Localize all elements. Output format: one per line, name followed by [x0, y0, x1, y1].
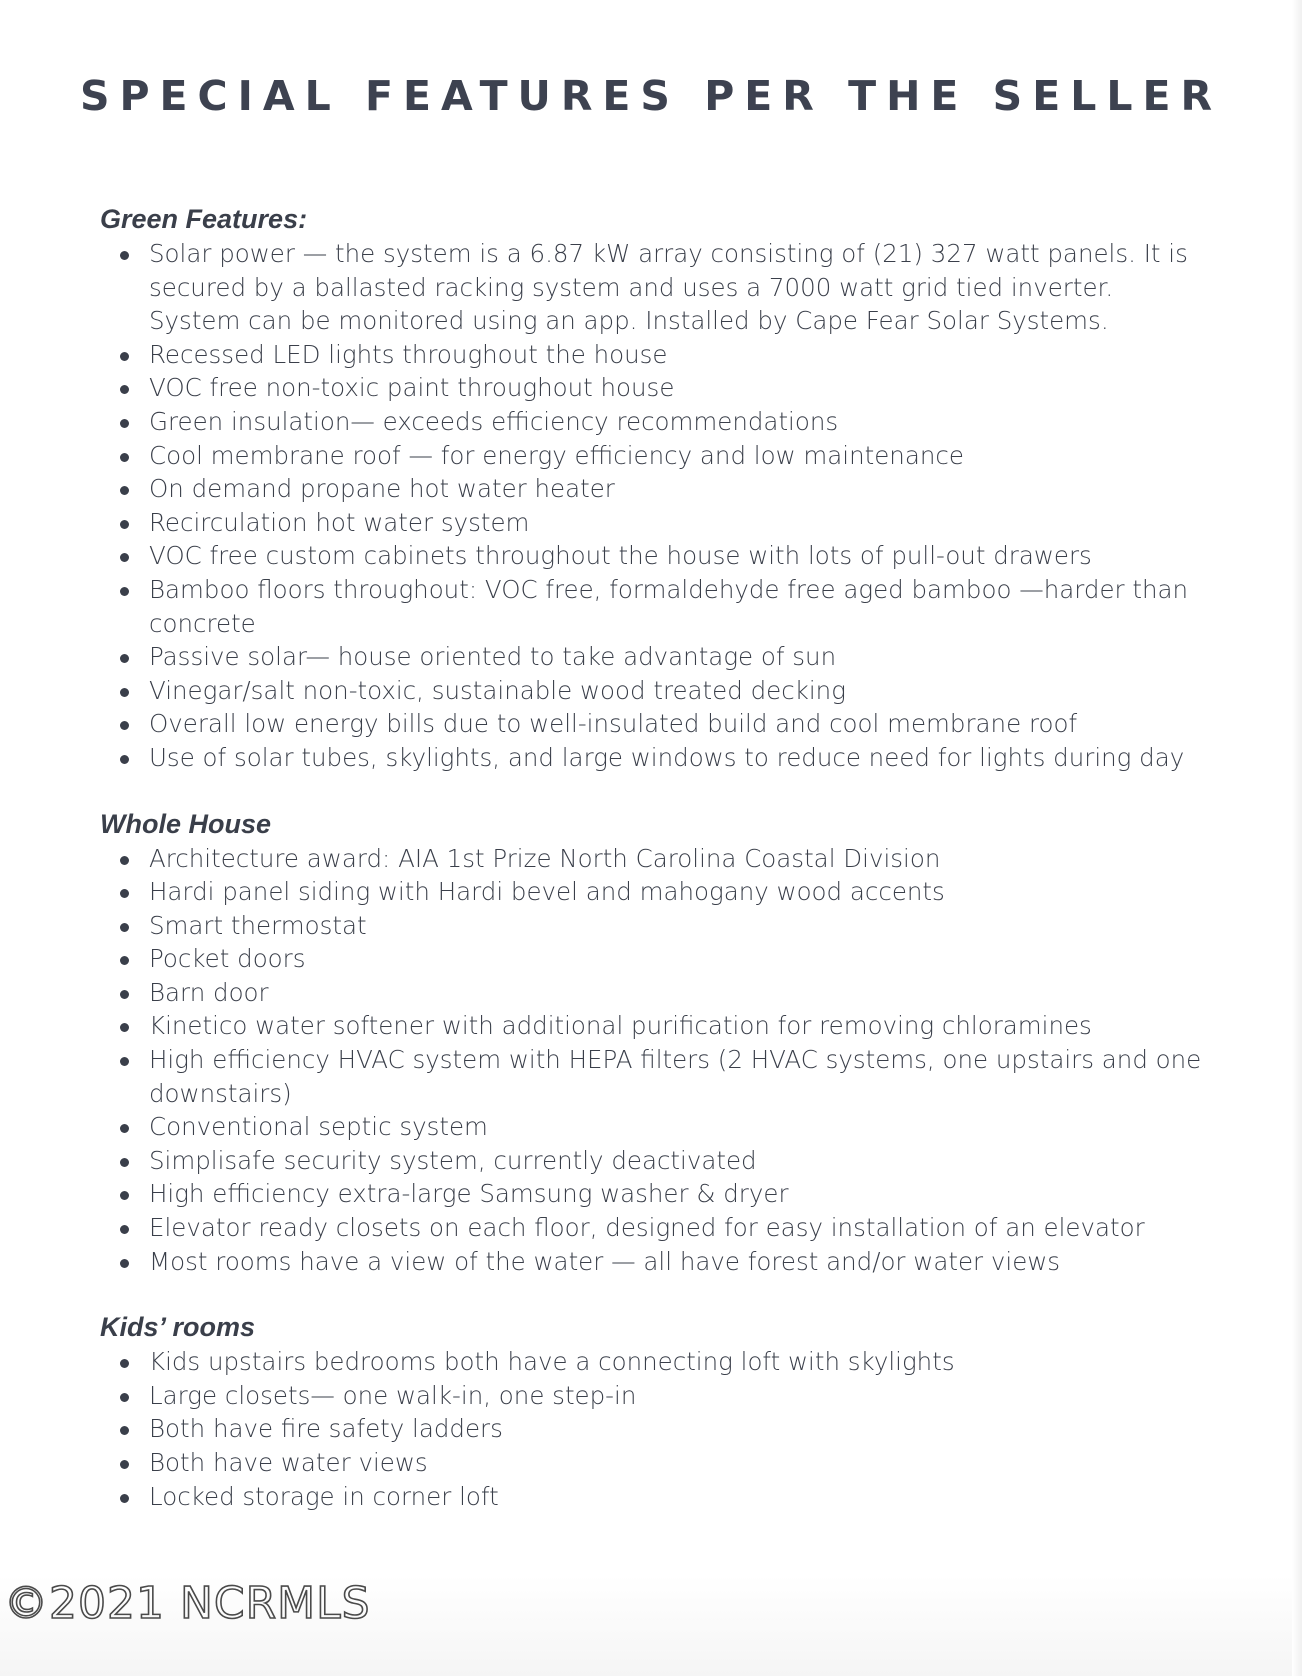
list-item-text: VOC free custom cabinets throughout the house with lots of pull-out drawers — [149, 541, 1092, 571]
bullet-icon — [120, 1460, 129, 1469]
bullet-icon — [120, 352, 129, 361]
list-item — [100, 405, 1210, 439]
section-green-features — [100, 203, 1210, 775]
list-item — [100, 1211, 1210, 1245]
bullet-icon — [120, 553, 129, 562]
list-item — [100, 1009, 1210, 1043]
list-item — [100, 371, 1210, 405]
list-item-text: Vinegar/salt non-toxic, sustainable wood treated decking — [149, 675, 846, 705]
section-heading: Kids’ rooms — [100, 1312, 256, 1343]
list-item — [100, 338, 1210, 372]
bullet-icon — [120, 1158, 129, 1167]
bullet-icon — [120, 251, 129, 260]
bullet-icon — [120, 654, 129, 663]
section-heading: Green Features: — [100, 204, 308, 234]
list-item — [100, 1345, 1210, 1379]
list-item — [100, 707, 1210, 741]
bullet-icon — [120, 923, 129, 932]
list-item-text: Hardi panel siding with Hardi bevel and mahogany wood accents — [149, 877, 945, 907]
list-item — [100, 1446, 1210, 1480]
bullet-icon — [120, 1259, 129, 1268]
feature-list — [100, 1345, 1210, 1513]
bullet-icon — [120, 486, 129, 495]
list-item — [100, 573, 1210, 640]
list-item-text: Simplisafe security system, currently deactivated — [149, 1145, 757, 1175]
page-title: SPECIAL FEATURES PER THE SELLER — [79, 72, 1223, 120]
list-item-text: On demand propane hot water heater — [149, 474, 615, 504]
list-item-text: Pocket doors — [149, 944, 306, 974]
list-item — [100, 1144, 1210, 1178]
list-item — [100, 875, 1210, 909]
list-item-text: Passive solar— house oriented to take advantage of sun — [149, 642, 837, 672]
bullet-icon — [120, 587, 129, 596]
bullet-icon — [120, 419, 129, 428]
list-item — [100, 909, 1210, 943]
list-item — [100, 1412, 1210, 1446]
bullet-icon — [120, 755, 129, 764]
list-item-text: Cool membrane roof — for energy efficiency and low maintenance — [149, 440, 964, 470]
bullet-icon — [120, 1124, 129, 1133]
list-item — [100, 942, 1210, 976]
list-item — [100, 976, 1210, 1010]
list-item — [100, 506, 1210, 540]
bullet-icon — [120, 1359, 129, 1368]
list-item — [100, 1245, 1210, 1279]
section-kids-rooms — [100, 1311, 1210, 1513]
bullet-icon — [120, 990, 129, 999]
list-item — [100, 674, 1210, 708]
list-item-text: Overall low energy bills due to well-insulated build and cool membrane roof — [149, 709, 1078, 739]
list-item-text: Elevator ready closets on each floor, designed for easy installation of an elevator — [149, 1213, 1145, 1243]
bullet-icon — [120, 1393, 129, 1402]
feature-list — [100, 842, 1210, 1279]
list-item-text: Bamboo floors throughout: VOC free, formaldehyde free aged bamboo —harder than concrete — [149, 574, 1189, 638]
list-item-text: Locked storage in corner loft — [149, 1481, 499, 1511]
bullet-icon — [120, 453, 129, 462]
list-item — [100, 1110, 1210, 1144]
page-edge-shadow — [1292, 0, 1302, 1676]
list-item-text: Kinetico water softener with additional purification for removing chloramines — [149, 1011, 1092, 1041]
list-item-text: High efficiency HVAC system with HEPA filters (2 HVAC systems, one upstairs and one downstairs) — [149, 1045, 1202, 1108]
list-item — [100, 842, 1210, 876]
bullet-icon — [120, 1023, 129, 1032]
list-item — [100, 539, 1210, 573]
list-item — [100, 237, 1210, 338]
copyright-watermark: ©2021 NCRMLS — [4, 1578, 371, 1629]
list-item-text: Architecture award: AIA 1st Prize North Carolina Coastal Division — [149, 843, 941, 873]
list-item — [100, 472, 1210, 506]
list-item — [100, 640, 1210, 674]
bullet-icon — [120, 721, 129, 730]
list-item — [100, 439, 1210, 473]
bullet-icon — [120, 1057, 129, 1066]
list-item — [100, 1480, 1210, 1514]
bullet-icon — [120, 520, 129, 529]
bullet-icon — [120, 1191, 129, 1200]
list-item-text: Most rooms have a view of the water — all have forest and/or water views — [149, 1246, 1061, 1276]
features-content — [100, 203, 1210, 1546]
list-item-text: High efficiency extra-large Samsung washer & dryer — [149, 1179, 789, 1209]
list-item — [100, 1043, 1210, 1110]
list-item-text: Barn door — [149, 977, 269, 1007]
list-item-text: Large closets— one walk-in, one step-in — [149, 1380, 637, 1410]
bullet-icon — [120, 385, 129, 394]
bullet-icon — [120, 956, 129, 965]
list-item-text: Recirculation hot water system — [149, 507, 530, 537]
list-item-text: Smart thermostat — [149, 910, 367, 940]
list-item-text: Kids upstairs bedrooms both have a connecting loft with skylights — [149, 1347, 955, 1377]
list-item-text: VOC free non-toxic paint throughout house — [149, 373, 675, 403]
bullet-icon — [120, 1225, 129, 1234]
list-item-text: Recessed LED lights throughout the house — [149, 339, 668, 369]
feature-list — [100, 237, 1210, 775]
section-whole-house — [100, 808, 1210, 1279]
list-item-text: Solar power — the system is a 6.87 kW array consisting of (21) 327 watt panels. It is secured by a ballasted racking system and uses a 7000 watt grid tied inverter. System can be monitored using an app. Installed by Cape Fear Solar Systems. — [149, 239, 1188, 336]
bullet-icon — [120, 688, 129, 697]
list-item-text: Green insulation— exceeds efficiency recommendations — [149, 406, 839, 436]
bullet-icon — [120, 1426, 129, 1435]
bullet-icon — [120, 1494, 129, 1503]
section-heading: Whole House — [100, 808, 272, 839]
bullet-icon — [120, 889, 129, 898]
list-item-text: Use of solar tubes, skylights, and large windows to reduce need for lights during day — [149, 742, 1185, 772]
list-item — [100, 741, 1210, 775]
bullet-icon — [120, 856, 129, 865]
list-item-text: Conventional septic system — [149, 1112, 488, 1142]
list-item-text: Both have water views — [149, 1448, 428, 1477]
list-item — [100, 1379, 1210, 1413]
list-item — [100, 1177, 1210, 1211]
list-item-text: Both have fire safety ladders — [149, 1414, 503, 1444]
